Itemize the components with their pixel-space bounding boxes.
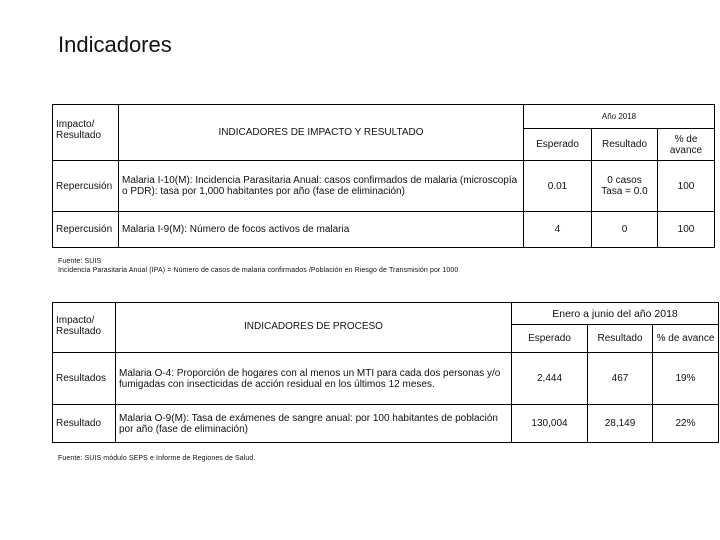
row-indicator: Malaria I-10(M): Incidencia Parasitaria Anual: casos confirmados de malaria (microscopía o PDR): tasa por 1,000 habitantes por año (fase de eliminación) bbox=[119, 161, 524, 212]
process-period-header: Enero a junio del año 2018 bbox=[512, 303, 719, 325]
row-expected: 0.01 bbox=[524, 161, 592, 212]
row-indicator: Malaria I-9(M): Número de focos activos de malaria bbox=[119, 212, 524, 248]
row-result: 0 bbox=[592, 212, 658, 248]
row-indicator: Malaria O-9(M): Tasa de exámenes de sangre anual: por 100 habitantes de población por año (fase de eliminación) bbox=[116, 405, 512, 443]
impact-col-progress: % de avance bbox=[658, 129, 715, 161]
impact-formula-note: Incidencia Parasitaria Anual (IPA) = Número de casos de malaria confirmados /Población en Riesgo de Transmisión por 1000 bbox=[58, 267, 459, 274]
impact-col-expected: Esperado bbox=[524, 129, 592, 161]
row-type: Repercusión bbox=[53, 212, 119, 248]
row-result bbox=[592, 161, 658, 212]
row-expected: 2,444 bbox=[512, 353, 588, 405]
table-row bbox=[53, 405, 719, 443]
process-source-note: Fuente: SUIS módulo SEPS e Informe de Regiones de Salud. bbox=[58, 455, 256, 462]
row-type: Resultados bbox=[53, 353, 116, 405]
impact-col-result: Resultado bbox=[592, 129, 658, 161]
row-result: 467 bbox=[588, 353, 653, 405]
row-progress: 100 bbox=[658, 212, 715, 248]
table-row bbox=[53, 212, 715, 248]
impact-source-note bbox=[58, 257, 458, 275]
impact-corner-label: Impacto/ Resultado bbox=[53, 105, 119, 161]
row-type: Repercusión bbox=[53, 161, 119, 212]
process-col-result: Resultado bbox=[588, 325, 653, 353]
process-col-progress: % de avance bbox=[653, 325, 719, 353]
impact-source: Fuente: SUIS bbox=[58, 258, 102, 265]
row-progress: 100 bbox=[658, 161, 715, 212]
process-indicators-header: INDICADORES DE PROCESO bbox=[116, 303, 512, 353]
row-expected: 130,004 bbox=[512, 405, 588, 443]
row-type: Resultado bbox=[53, 405, 116, 443]
row-result: 28,149 bbox=[588, 405, 653, 443]
process-corner-label: Impacto/ Resultado bbox=[53, 303, 116, 353]
row-indicator: Malaria O-4: Proporción de hogares con al menos un MTI para cada dos personas y/o fumigadas con insecticidas de acción residual en los últimos 12 meses. bbox=[116, 353, 512, 405]
row-progress: 22% bbox=[653, 405, 719, 443]
row-result-rate: Tasa = 0.0 bbox=[601, 186, 648, 197]
process-indicators-table bbox=[52, 302, 719, 443]
page-title: Indicadores bbox=[58, 32, 172, 57]
impact-indicators-table bbox=[52, 104, 715, 248]
table-row bbox=[53, 353, 719, 405]
row-progress: 19% bbox=[653, 353, 719, 405]
row-result-cases: 0 casos bbox=[607, 175, 642, 186]
table-row bbox=[53, 161, 715, 212]
row-expected: 4 bbox=[524, 212, 592, 248]
process-col-expected: Esperado bbox=[512, 325, 588, 353]
impact-period-header: Año 2018 bbox=[524, 105, 715, 129]
impact-indicators-header: INDICADORES DE IMPACTO Y RESULTADO bbox=[119, 105, 524, 161]
